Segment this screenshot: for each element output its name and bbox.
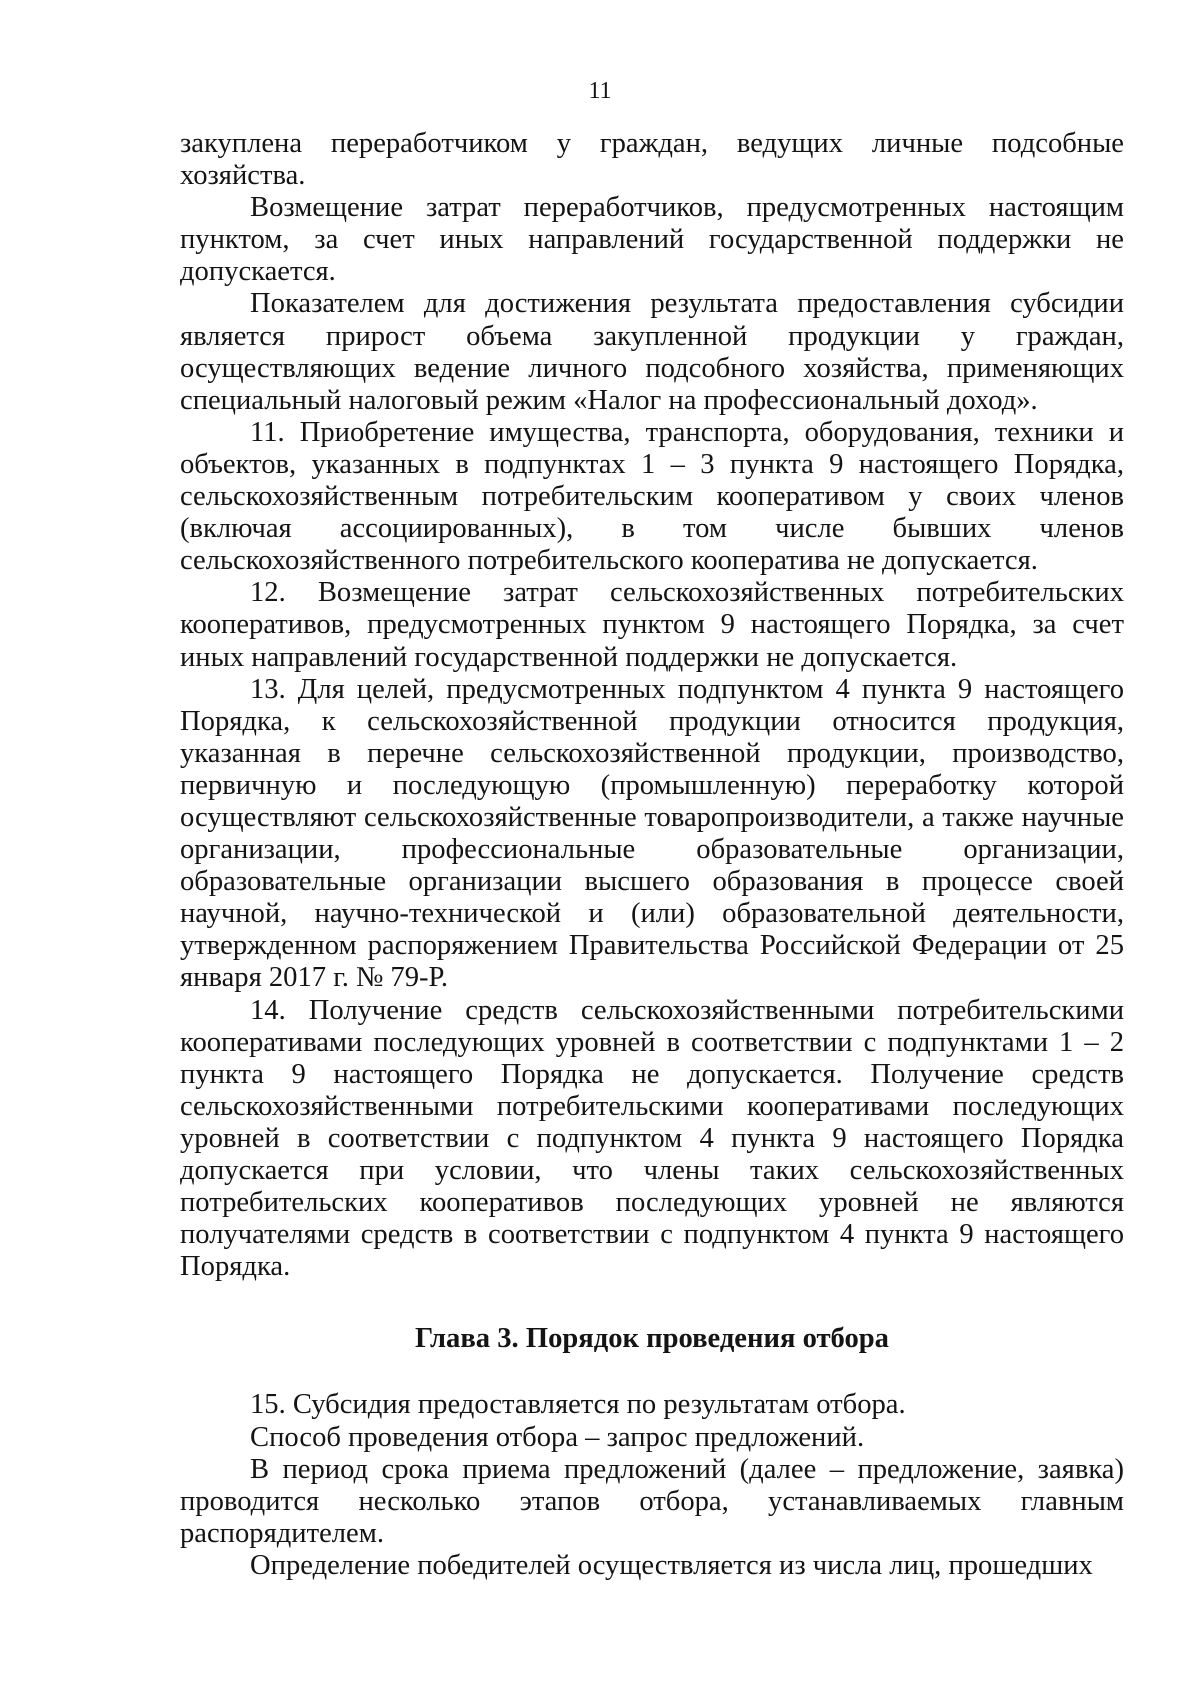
paragraph-reimbursement-processors: Возмещение затрат переработчиков, предусмотренных настоящим пунктом, за счет иных направлений государственной поддержки не допускается. (180, 192, 1124, 288)
chapter-heading: Глава 3. Порядок проведения отбора (415, 1323, 889, 1355)
paragraph-item-14: 14. Получение средств сельскохозяйственными потребительскими кооперативами последующих уровней в соответствии с подпунктами 1 – 2 пункта 9 настоящего Порядка не допускается. Получение средств сельскохозяйственными потребительскими кооперативами последующих уровней в соответствии с подпунктом 4 пункта 9 настоящего Порядка допускается при условии, что члены таких сельскохозяйственных потребительских кооперативов последующих уровней не являются получателями средств в соответствии с подпунктом 4 пункта 9 настоящего Порядка. (180, 994, 1124, 1283)
paragraph-winners-determination: Определение победителей осуществляется из числа лиц, прошедших (250, 1549, 1093, 1581)
page-number: 11 (588, 78, 612, 104)
paragraph-item-12: 12. Возмещение затрат сельскохозяйственных потребительских кооперативов, предусмотренных пунктом 9 настоящего Порядка, за счет иных направлений государственной поддержки не допускается. (180, 577, 1124, 673)
paragraph-selection-method: Способ проведения отбора – запрос предложений. (250, 1421, 865, 1453)
paragraph-item-15: 15. Субсидия предоставляется по результатам отбора. (250, 1389, 906, 1421)
paragraph-item-13: 13. Для целей, предусмотренных подпунктом 4 пункта 9 настоящего Порядка, к сельскохозяйственной продукции относится продукция, указанная в перечне сельскохозяйственной продукции, производство, первичную и последующую (промышленную) переработку которой осуществляют сельскохозяйственные товаропроизводители, а также научные организации, профессиональные образовательные организации, образовательные организации высшего образования в процессе своей научной, научно-технической и (или) образовательной деятельности, утвержденном распоряжением Правительства Российской Федерации от 25 января 2017 г. № 79-Р. (180, 673, 1124, 994)
paragraph-result-indicator: Показателем для достижения результата предоставления субсидии является прирост объема закупленной продукции у граждан, осуществляющих ведение личного подсобного хозяйства, применяющих специальный налоговый режим «Налог на профессиональный доход». (180, 288, 1124, 416)
paragraph-selection-stages: В период срока приема предложений (далее – предложение, заявка) проводится несколько этапов отбора, устанавливаемых главным распорядителем. (180, 1453, 1124, 1549)
paragraph-item-11: 11. Приобретение имущества, транспорта, оборудования, техники и объектов, указанных в подпунктах 1 – 3 пункта 9 настоящего Порядка, сельскохозяйственным потребительским кооперативом у своих членов (включая ассоциированных), в том числе бывших членов сельскохозяйственного потребительского кооператива не допускается. (180, 416, 1124, 577)
document-body (180, 128, 1124, 1582)
paragraph-continuation: закуплена переработчиком у граждан, ведущих личные подсобные хозяйства. (180, 128, 1124, 192)
